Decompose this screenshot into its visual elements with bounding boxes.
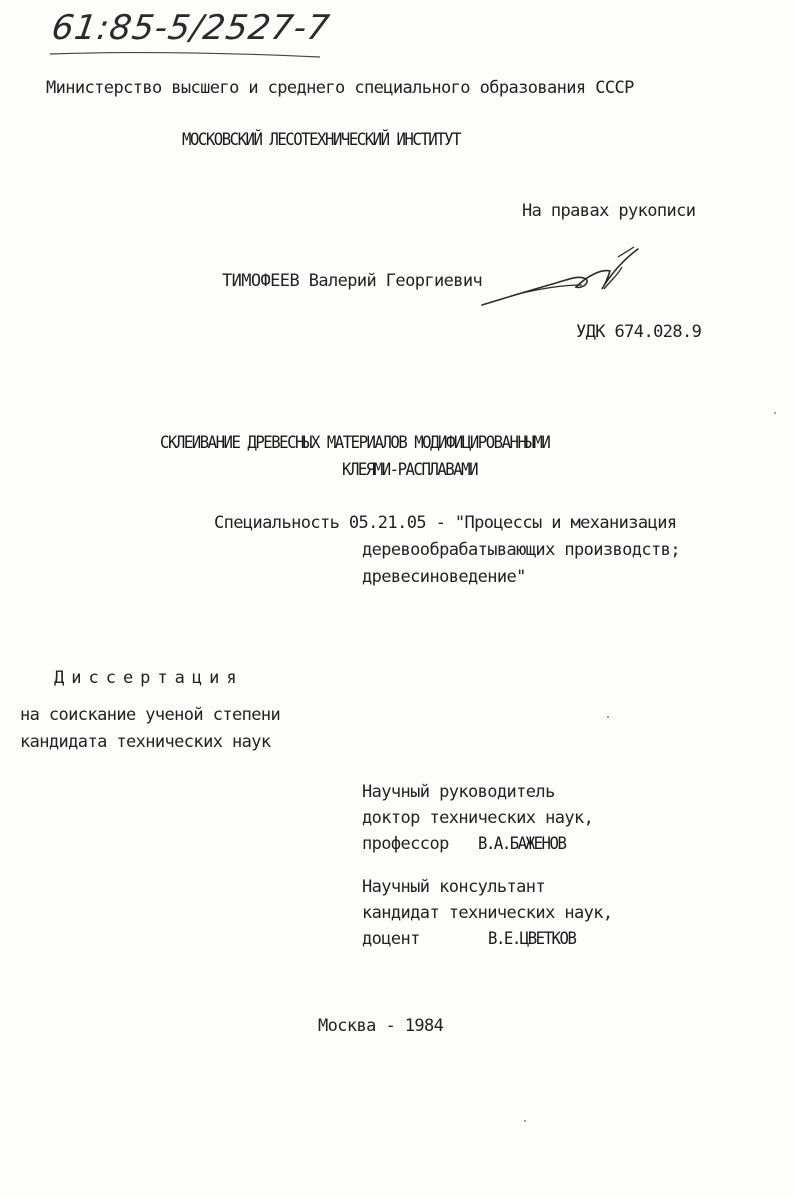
dissertation-heading: Диссертация [54, 668, 244, 688]
supervisor-title: профессор [362, 834, 449, 854]
city-year: Москва - 1984 [318, 1016, 444, 1036]
consultant-degree: кандидат технических наук, [362, 903, 613, 923]
specialty-line-3: древесиноведение" [362, 567, 526, 587]
dissertation-line-1: на соискание ученой степени [20, 705, 281, 725]
title-line-2: КЛЕЯМИ-РАСПЛАВАМИ [342, 460, 478, 480]
archive-code-underline [48, 48, 328, 62]
specialty-line-2: деревообрабатывающих производств; [362, 540, 680, 560]
institute-name: МОСКОВСКИЙ ЛЕСОТЕХНИЧЕСКИЙ ИНСТИТУТ [182, 130, 461, 150]
supervisor-degree: доктор технических наук, [362, 808, 594, 828]
udc-code: УДК 674.028.9 [576, 322, 702, 342]
author-name: ТИМОФЕЕВ Валерий Георгиевич [222, 271, 483, 291]
archive-code: 61:85-5/2527-7 [49, 8, 333, 48]
supervisor-role: Научный руководитель [362, 782, 555, 802]
consultant-title: доцент [362, 929, 420, 949]
consultant-role: Научный консультант [362, 877, 546, 897]
ministry-line: Министерство высшего и среднего специального образования СССР [46, 78, 634, 98]
author-signature-icon [478, 245, 648, 315]
title-line-1: СКЛЕИВАНИЕ ДРЕВЕСНЫХ МАТЕРИАЛОВ МОДИФИЦИРОВАННЫМИ [160, 433, 550, 453]
specialty-line-1: Специальность 05.21.05 - "Процессы и механизация [214, 513, 677, 533]
manuscript-rights: На правах рукописи [522, 201, 696, 221]
consultant-name: В.Е.ЦВЕТКОВ [488, 929, 576, 949]
supervisor-name: В.А.БАЖЕНОВ [478, 834, 566, 854]
dissertation-line-2: кандидата технических наук [20, 732, 271, 752]
